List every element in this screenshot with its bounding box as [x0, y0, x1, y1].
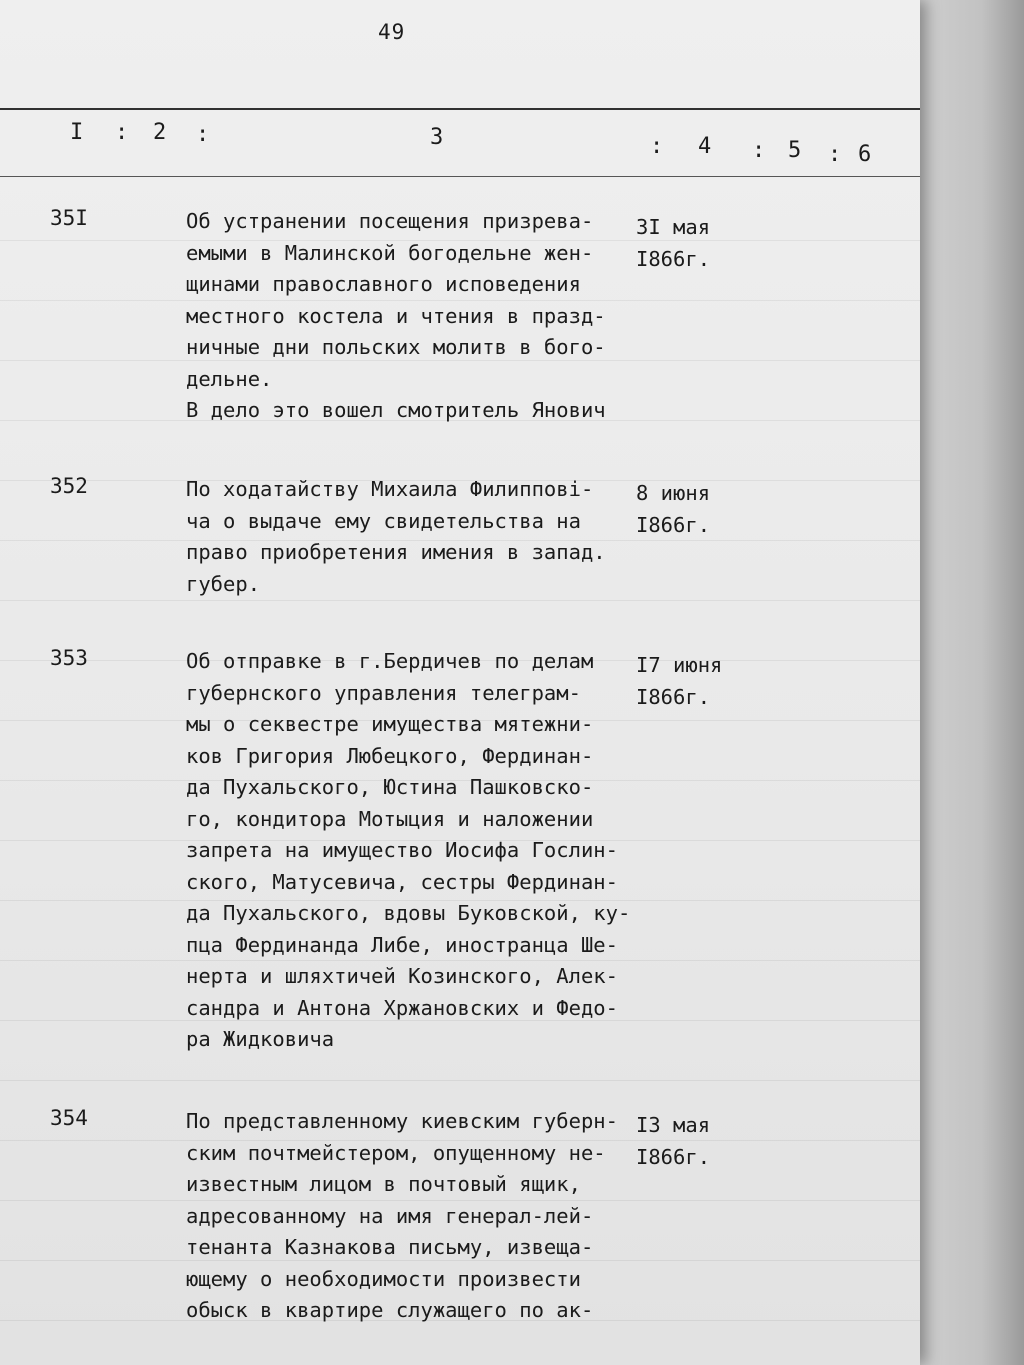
column-heading-2: 2: [153, 120, 167, 145]
entry-description: По ходатайству Михаила Филипповi- ча о выдаче ему свидетельства на право приобретения имения в запад. губер.: [186, 477, 606, 596]
page-number: 49: [378, 20, 406, 44]
entry-date: 8 июня I866г.: [636, 481, 711, 537]
underlying-sheet: [918, 0, 1024, 1365]
column-separator: :: [650, 134, 664, 159]
column-heading-3: 3: [430, 125, 444, 150]
header-rule-top: [0, 108, 920, 110]
entry-description: Об отправке в г.Бердичев по делам губернского управления телеграм- мы о секвестре имущества мятежни- ков Григория Любецкого, Фердинан- да Пухальского, Юстина Пашковско- го, кондитора Мотыция и наложении запрета на имущество Иосифа Гослин- ского, Матусевича, сестры Фердинан- да Пухальского, вдовы Буковской, ку- пца Фердинанда Либе, иностранца Ше- нерта и шляхтичей Козинского, Алек- сандра и Антона Хржановских и Федо- ра Жидковича: [186, 649, 631, 1051]
entry-description: Об устранении посещения призрева- емыми в Малинской богодельне жен- щинами православного исповедения местного костела и чтения в празд- ничные дни польских молитв в бого- дельне. В дело это вошел смотритель Янович: [186, 209, 606, 422]
entry-number: 352: [50, 474, 88, 498]
entry-number: 353: [50, 646, 88, 670]
column-heading-6: 6: [858, 142, 872, 167]
entry-description: По представленному киевским губерн- ским почтмейстером, опущенному не- известным лицом в почтовый ящик, адресованному на имя генерал-лей- тенанта Казнакова письму, извеща- ющему о необходимости произвести обыск в квартире служащего по ак-: [186, 1109, 618, 1322]
column-heading-4: 4: [698, 134, 712, 159]
column-separator: :: [196, 122, 210, 147]
entry-number: 354: [50, 1106, 88, 1130]
column-separator: :: [752, 138, 766, 163]
column-separator: :: [828, 142, 842, 167]
column-heading-1: I: [70, 120, 84, 145]
entry-date: 3I мая I866г.: [636, 215, 711, 271]
column-separator: :: [115, 120, 129, 145]
entry-date: I7 июня I866г.: [636, 653, 723, 709]
header-rule-bottom: [0, 176, 920, 177]
column-heading-5: 5: [788, 138, 802, 163]
entry-number: 35I: [50, 206, 88, 230]
entry-date: I3 мая I866г.: [636, 1113, 711, 1169]
